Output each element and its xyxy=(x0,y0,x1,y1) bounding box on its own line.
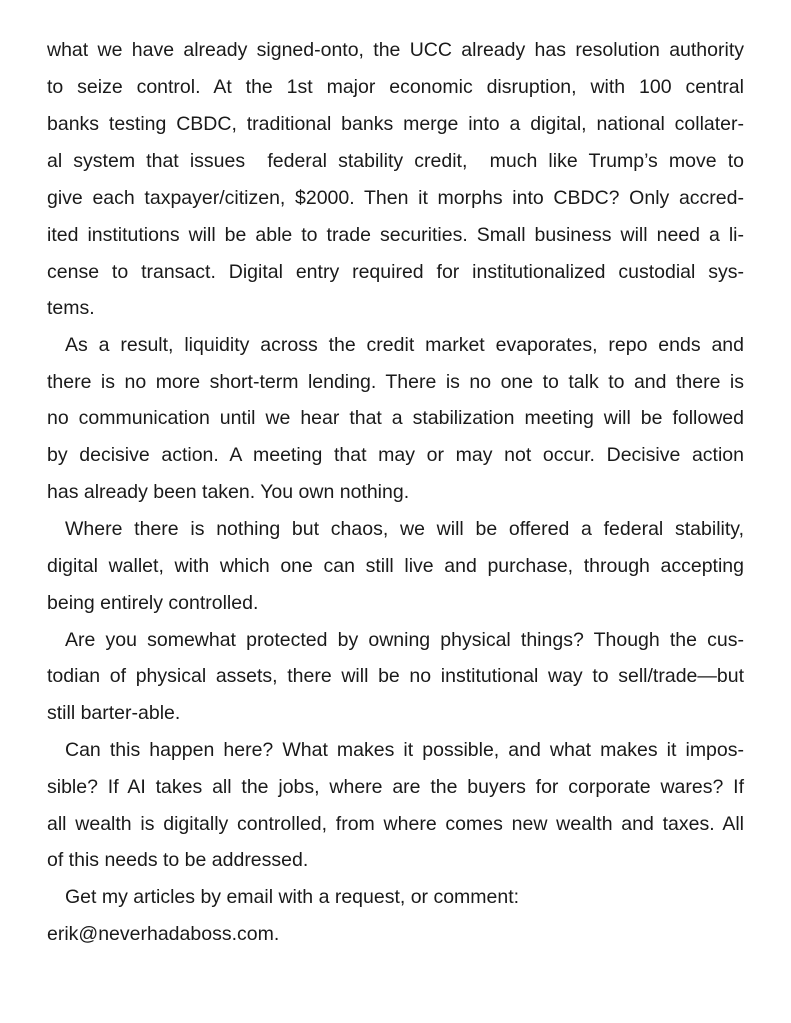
text-line: being entirely controlled. xyxy=(47,592,259,614)
text-line: no communication until we hear that a stabilization meeting will be followed xyxy=(47,407,744,429)
article-page xyxy=(47,0,744,1023)
text-line: sible? If AI takes all the jobs, where are the buyers for corporate wares? If xyxy=(47,776,744,798)
text-line: give each taxpayer/citizen, $2000. Then it morphs into CBDC? Only accred- xyxy=(47,187,744,209)
text-line: cense to transact. Digital entry required for institutionalized custodial sys- xyxy=(47,261,744,283)
text-line: still barter-able. xyxy=(47,702,181,724)
text-line: by decisive action. A meeting that may or may not occur. Decisive action xyxy=(47,444,744,466)
text-line: As a result, liquidity across the credit market evaporates, repo ends and xyxy=(65,334,744,356)
text-line: ited institutions will be able to trade securities. Small business will need a li- xyxy=(47,224,744,246)
text-line: tems. xyxy=(47,297,95,319)
text-line: Can this happen here? What makes it possible, and what makes it impos- xyxy=(65,739,744,761)
text-line: what we have already signed-onto, the UCC already has resolution authority xyxy=(47,39,744,61)
text-line: of this needs to be addressed. xyxy=(47,849,309,871)
author-email: erik@neverhadaboss.com. xyxy=(47,923,280,945)
text-line: banks testing CBDC, traditional banks merge into a digital, national collater- xyxy=(47,113,744,135)
text-line: al system that issues federal stability credit, much like Trump’s move to xyxy=(47,150,744,172)
text-line: all wealth is digitally controlled, from where comes new wealth and taxes. All xyxy=(47,813,744,835)
text-line: to seize control. At the 1st major economic disruption, with 100 central xyxy=(47,76,744,98)
text-line: Get my articles by email with a request, or comment: xyxy=(65,886,520,908)
text-line: has already been taken. You own nothing. xyxy=(47,481,410,503)
text-line: todian of physical assets, there will be no institutional way to sell/trade—but xyxy=(47,665,744,687)
text-line: Where there is nothing but chaos, we will be offered a federal stability, xyxy=(65,518,744,540)
text-line: there is no more short-term lending. There is no one to talk to and there is xyxy=(47,371,744,393)
text-line: Are you somewhat protected by owning physical things? Though the cus- xyxy=(65,629,744,651)
text-line: digital wallet, with which one can still live and purchase, through accepting xyxy=(47,555,744,577)
